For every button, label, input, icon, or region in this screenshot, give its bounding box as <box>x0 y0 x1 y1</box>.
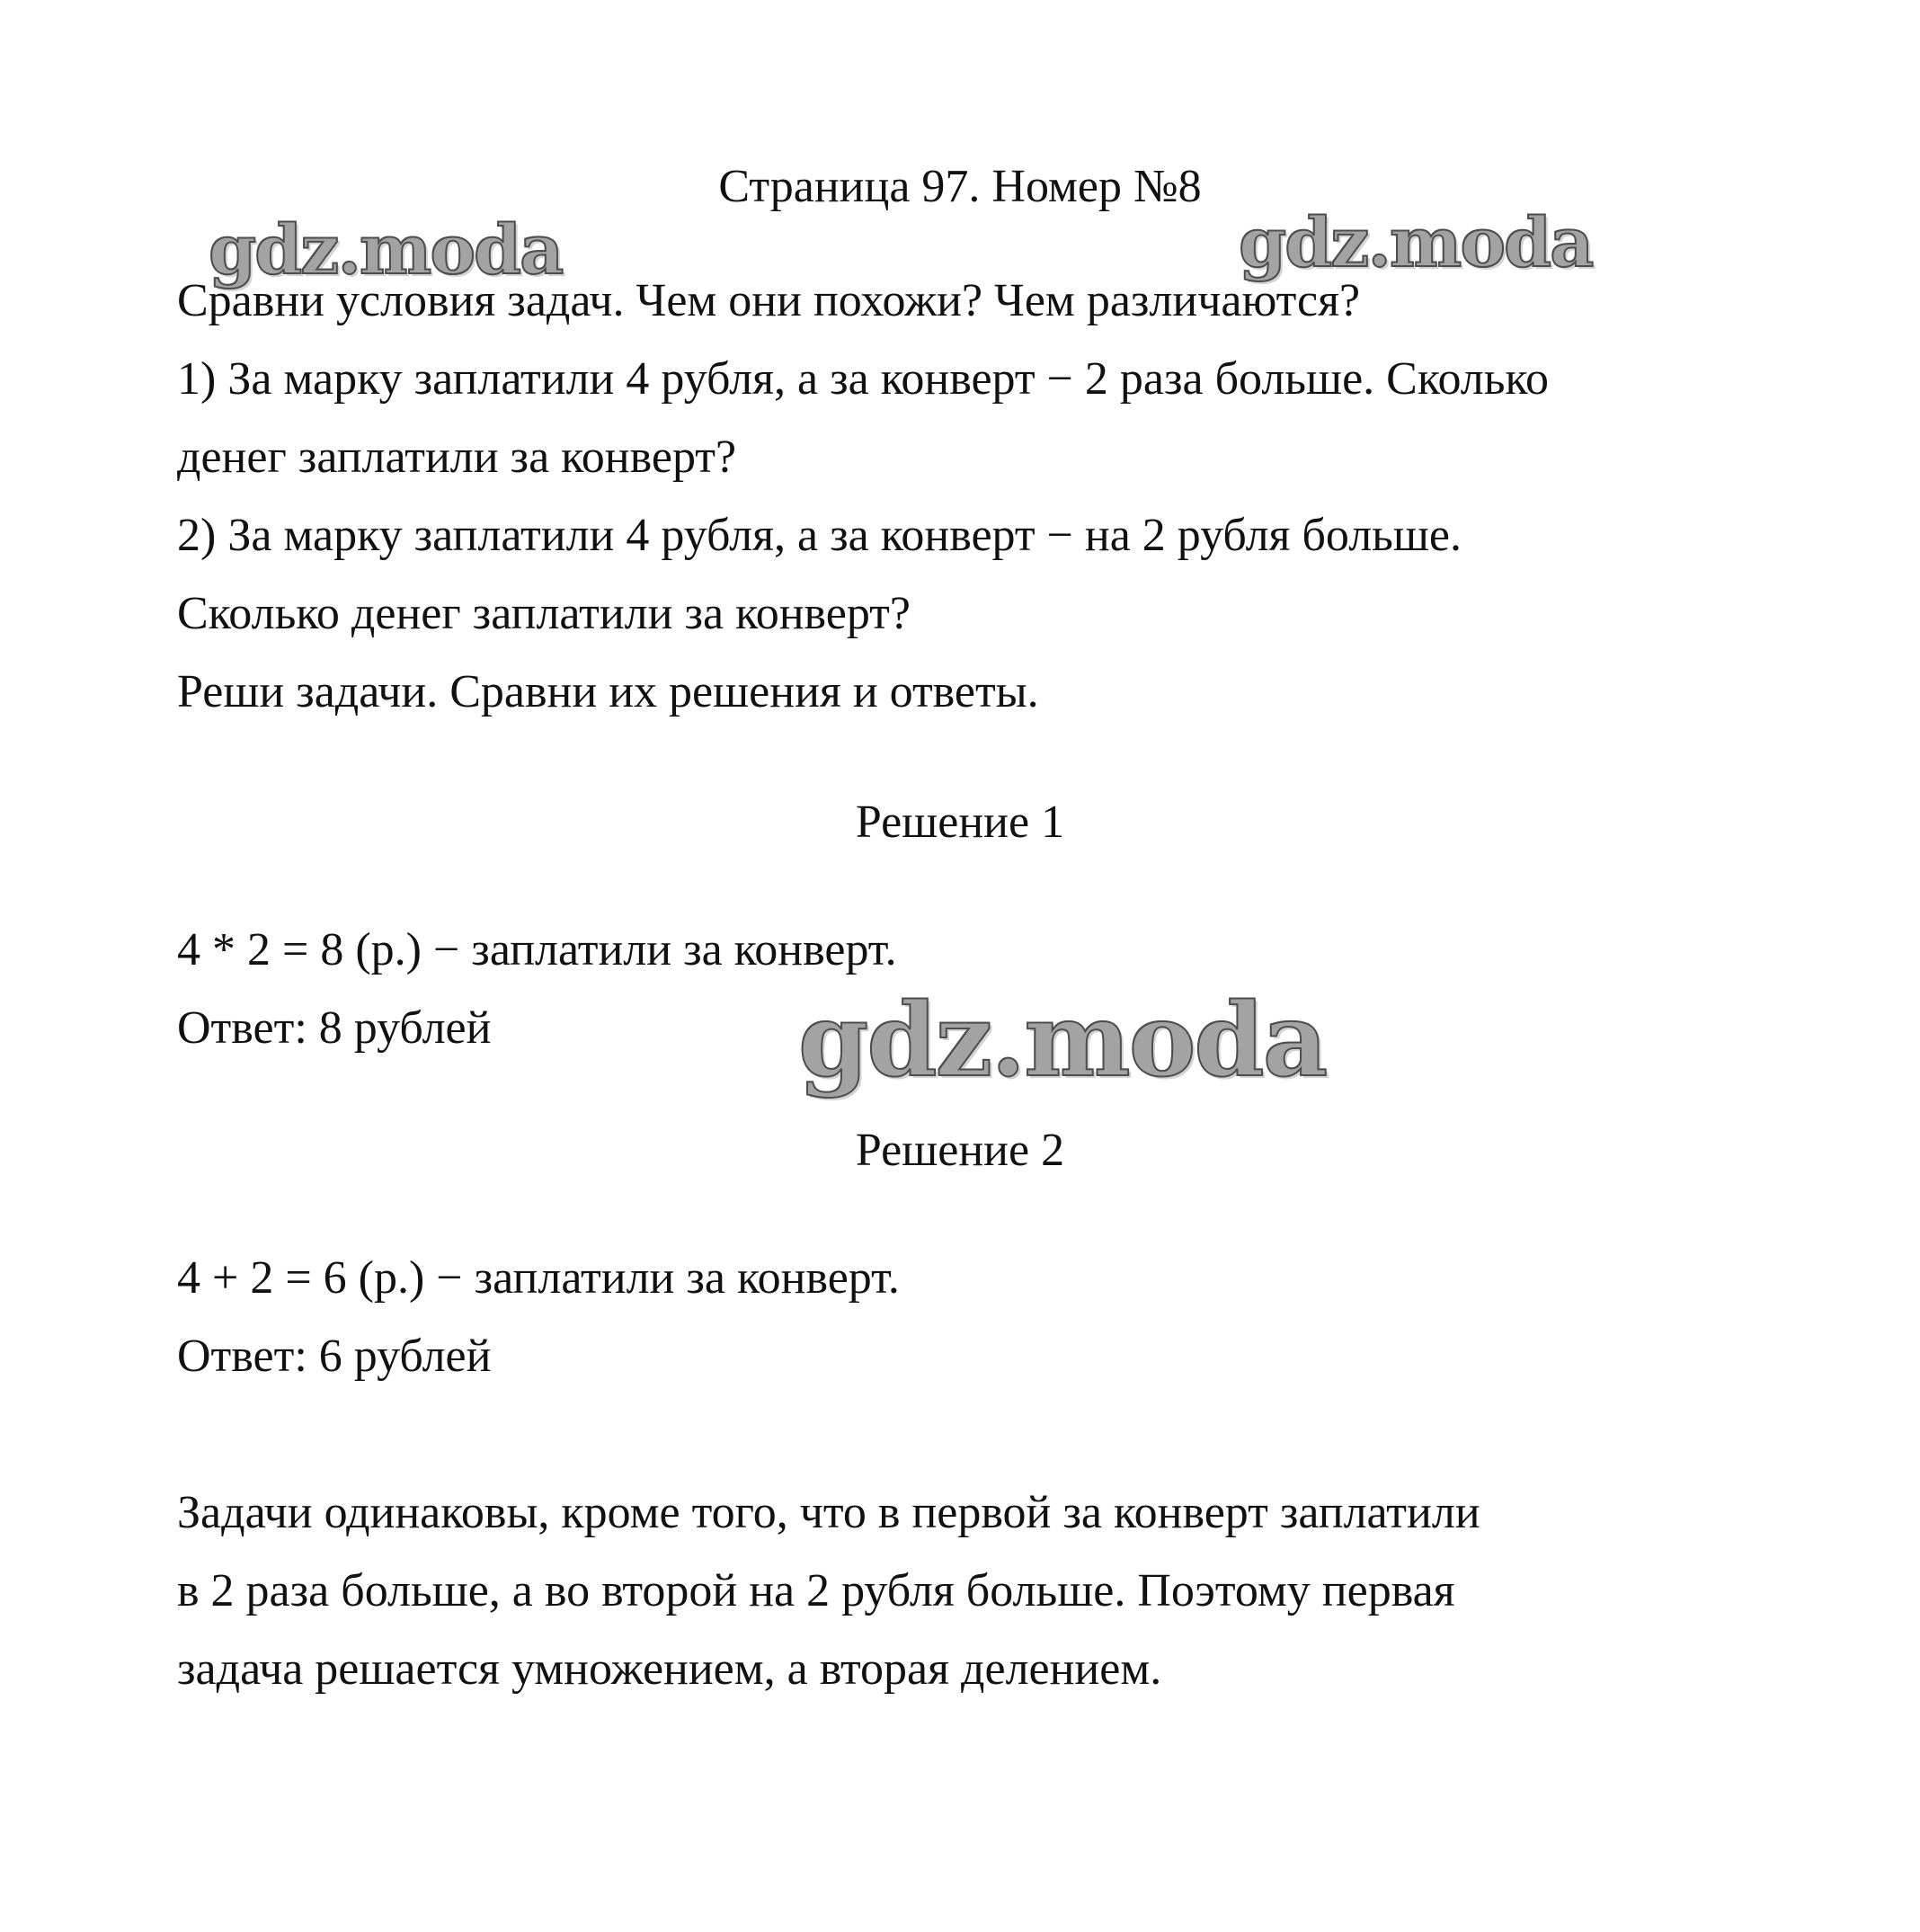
task-line: денег заплатили за конверт? <box>177 432 737 483</box>
conclusion-line: в 2 раза больше, а во второй на 2 рубля больше. Поэтому первая <box>177 1565 1455 1616</box>
solution-1-equation: 4 * 2 = 8 (р.) − заплатили за конверт. <box>177 924 897 975</box>
solution-1-heading: Решение 1 <box>855 797 1065 848</box>
solution-2-heading: Решение 2 <box>855 1125 1065 1176</box>
task-line: Сравни условия задач. Чем они похожи? Чем различаются? <box>177 275 1361 326</box>
solution-1-answer: Ответ: 8 рублей <box>177 1002 492 1054</box>
page-title: Страница 97. Номер №8 <box>718 161 1202 212</box>
task-line: 2) За марку заплатили 4 рубля, а за конверт − на 2 рубля больше. <box>177 510 1462 561</box>
conclusion-line: задача решается умножением, а вторая делением. <box>177 1643 1162 1695</box>
task-line: Сколько денег заплатили за конверт? <box>177 588 911 639</box>
watermark-logo: gdz.moda <box>209 209 563 289</box>
conclusion-line: Задачи одинаковы, кроме того, что в первой за конверт заплатили <box>177 1487 1480 1538</box>
solution-2-answer: Ответ: 6 рублей <box>177 1331 492 1382</box>
task-line: 1) За марку заплатили 4 рубля, а за конверт − 2 раза больше. Сколько <box>177 353 1550 405</box>
task-line: Реши задачи. Сравни их решения и ответы. <box>177 666 1039 717</box>
solution-2-equation: 4 + 2 = 6 (р.) − заплатили за конверт. <box>177 1252 900 1304</box>
watermark-logo: gdz.moda <box>798 982 1327 1100</box>
watermark-logo: gdz.moda <box>1239 202 1593 282</box>
